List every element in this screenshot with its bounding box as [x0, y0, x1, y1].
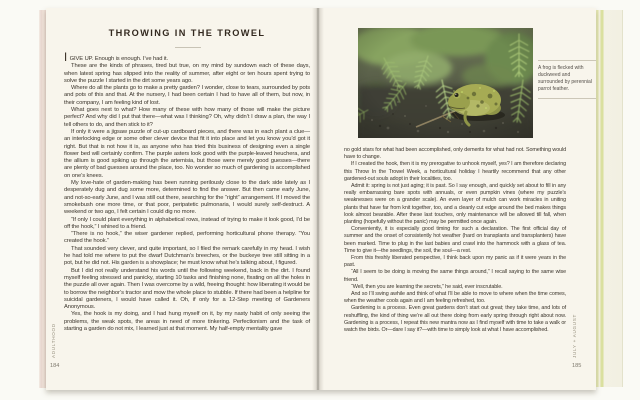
paragraph: Admit it: spring is not just aging; it is past. So I say enough, and quickly set about to fill in any really embarrassing bare spots with annuals, or even pumpkin vines (where my puzzle’s weaknesses were on a grander scale). An even layer of mulch can work miracles in uniting plants that have far from knit together, too, and a cleanly cut edge around the bed makes things look almost bearable. After these last touches, only maintenance will be allowed till fall, when planting (hopefully without the panic) may be permitted once again.	[344, 183, 566, 226]
drop-cap: I	[64, 51, 68, 64]
photo-caption	[538, 60, 596, 99]
page-gutter	[312, 8, 324, 390]
open-spread	[46, 8, 596, 390]
left-body-column	[64, 51, 310, 333]
paragraph: And so I’ll swing awhile and think of what I’ll be able to move to where when the time comes, when the weather cools again and I am feeling refreshed, too.	[344, 291, 566, 305]
opening-sentence: GIVE UP. Enough is enough. I’ve had it.	[69, 56, 169, 62]
paragraph: These are the kinds of phrases, tired but true, on my mind by sundown each of these days, when latest spring has slipped into the reality of summer, after eight or ten hours spent trying to solve the puzzle I started in the dirt some years ago.	[64, 63, 310, 84]
running-foot-left: ADULTHOOD	[51, 323, 56, 358]
right-page	[318, 8, 596, 390]
book-page-edges	[39, 10, 46, 388]
paragraph: no gold stars for what had been accomplished, only demerits for what had not. Something would have to change.	[344, 147, 566, 161]
paragraph: “All I seem to be doing is moving the same things around,” I recall saying to the same wise friend.	[344, 269, 566, 283]
page-number-right: 185	[572, 363, 582, 369]
left-page	[46, 8, 318, 390]
opening-paragraph	[64, 51, 310, 64]
paragraph: “There is no hook,” the wiser gardener replied, performing horticultural phone therapy. “You created the hook.”	[64, 231, 310, 245]
paragraph: Gardening is a process. Even great gardens don’t start out great; they take time, and lots of reshuffling, the kind of thing we’re all out there doing from early spring through right about now. Gardening is a process, I repeat this new mantra now as I find myself with time to take a walk or watch the birds. Or—dare I say it?—with time to simply look at what I have accomplished.	[344, 305, 566, 334]
paragraph: Where do all the plants go to make a pretty garden? I wonder, close to tears, surrounded by pots and pots of this and that. At the nursery, I had been certain I had to have all of them, but now, in their company, I am feeling kind of lost.	[64, 85, 310, 106]
frog-photo	[358, 28, 533, 138]
caption-rule-bottom	[538, 98, 596, 99]
paragraph: “Well, then you are learning the secrets,” he said, ever inscrutable.	[351, 283, 503, 290]
frog-photo-art	[358, 28, 533, 138]
paragraph: “If only I could plant everything in alphabetical rows, instead of trying to make it look good, I’d be off the hook,” I whined to a friend.	[64, 216, 310, 230]
paragraph: Yes, the hook is my doing, and I had hung myself on it, by my nasty habit of only seeing the problems, the weak spots, the areas in need of more tinkering. Perfectionism and the task of starting a garden do not mix, I learned just at that moment. My half-empty mentality gave	[64, 311, 310, 332]
paragraph: If I created the hook, then it is my prerogative to unhook myself, yes? I am therefore declaring this Throw In the Trowel Week, a horticultural holiday I heartily recommend that any other gardened-out souls adopt in their localities, too.	[344, 161, 566, 182]
right-body-text	[344, 147, 566, 334]
running-foot-right: JULY + AUGUST	[572, 313, 577, 358]
paragraph: Conveniently, it is especially good timing for such a declaration. The first official day of summer and the onset of consistently hot weather (hard on transplants and transplanters) have been marked. Time to plug in the last babies and crawl into the hammock with a glass of tea. Time to give it—the seedlings, the soil, the soul—a rest.	[344, 226, 566, 254]
paragraph: My love-hate of garden-making has been running perilously close to the dark side lately as I desperately dug and dug some more, determined to find the answer. But then came early June, and not-so-early June, and I was still out there, searching for the “right” arrangement. If I moved the smokebush one more time, or that poor, peripatetic pulmonaria, I would surely self-destruct. A weekend or two ago, I felt certain I could dig no more.	[64, 180, 310, 216]
left-body-text	[64, 63, 310, 333]
caption-text: A frog is flecked with duckweed and surrounded by perennial parrot feather.	[538, 65, 592, 93]
paragraph: That sounded very clever, and quite important, so I filed the remark carefully in my head. I wish he had told me where to put the dwarf Dutchman’s breeches, or the buckeye tree still sitting in a pot, but he did not. His garden is a showplace; he must know what he’s talking about, I figured.	[64, 245, 310, 267]
title-ornament-rule	[175, 47, 201, 48]
paragraph: But I did not really understand his words until the following weekend, back in the dirt. I found myself feeling stressed and panicky, starting 10 tasks and finishing none, fixating on all the holes in the puzzle all over again. Then I was overcome by a wild, freeing thought: how liberating it would be to borrow the neighbor’s tractor and mow the whole place to stubble. If there had been a helpline for suicidal gardeners, I would have called it. Oh, if only for a 12-Step meeting of Gardeners Anonymous.	[64, 267, 310, 311]
paragraph: From this freshly liberated perspective, I think back upon my panic as if it were years in the past.	[344, 255, 566, 269]
page-number-left: 184	[50, 363, 60, 369]
paragraph: What goes next to what? How many of these with how many of those will make the picture perfect? And why did I put that there—what was I thinking? Oh, why didn’t I draw a plan, the way I tell others to do, and then stick to it?	[64, 107, 310, 128]
book-fore-edge	[596, 10, 623, 387]
paragraph: If only it were a jigsaw puzzle of cut-up cardboard pieces, and there was in each plant a clue—an interlocking edge or some other clever device that fit it into place and let you know you’d got it right. But that is not how it is, as anyone who has tried this business of designing even a single flower bed will certainly confirm. The purple asters look good with the purple-leaved heuchera, and the allium is good spiking up through the artemisia, but those were merely good guesses—there are plenty of bad guesses around the place, too. No wonder so much of gardening is accomplished on one’s knees.	[64, 128, 310, 179]
chapter-title: THROWING IN THE TROWEL	[108, 28, 266, 38]
